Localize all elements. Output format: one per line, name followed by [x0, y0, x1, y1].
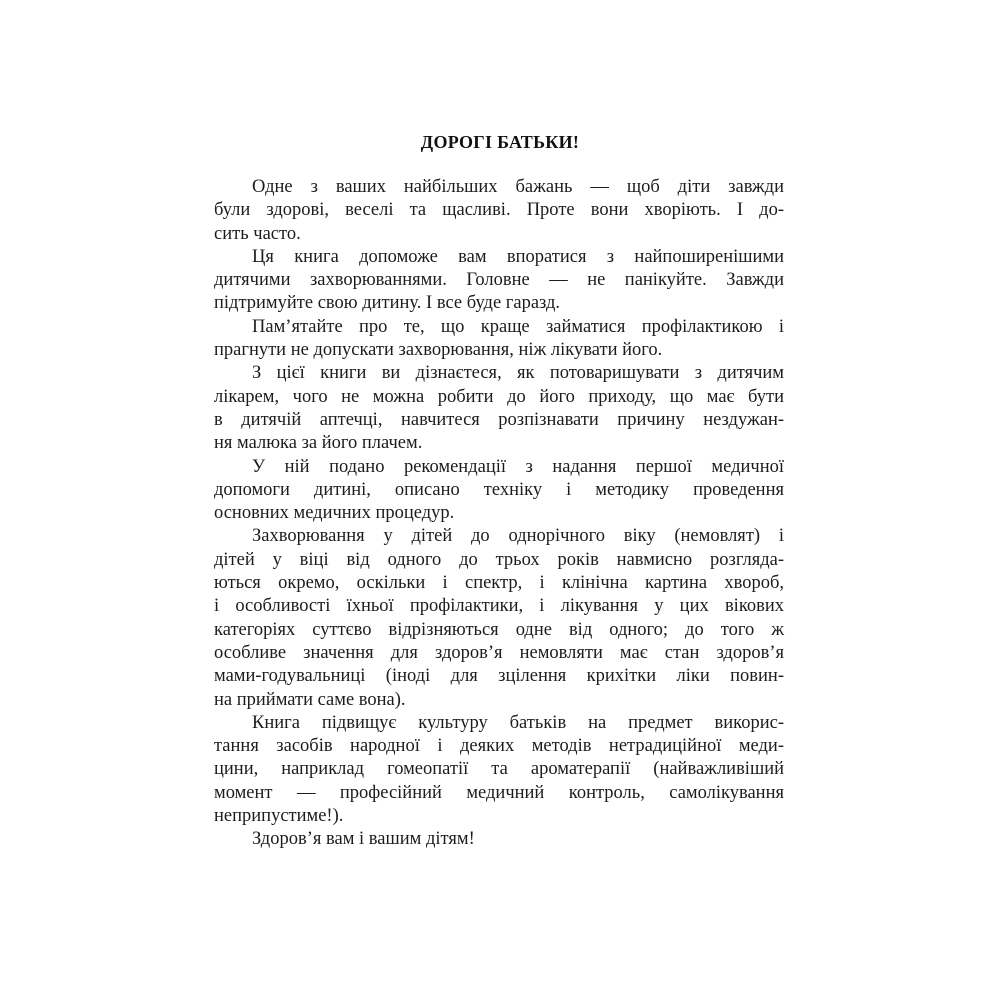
- text-line: допомоги дитині, описано техніку і методику проведення: [214, 479, 784, 500]
- text-line: З цієї книги ви дізнаєтеся, як потоваришувати з дитячим: [252, 363, 784, 384]
- text-line: момент — професійний медичний контроль, самолікування: [214, 782, 784, 803]
- text-line: Книга підвищує культуру батьків на предмет викорис-: [252, 712, 784, 733]
- text-line: на приймати саме вона).: [214, 689, 406, 710]
- paragraph: [214, 712, 784, 828]
- text-line: мами-годувальниці (іноді для зцілення крихітки ліки повин-: [214, 666, 784, 687]
- paragraph: [214, 456, 784, 526]
- body-text: [214, 176, 784, 852]
- text-line: Здоров’я вам і вашим дітям!: [252, 829, 475, 850]
- text-line: Одне з ваших найбільших бажань — щоб діти завжди: [252, 177, 784, 197]
- text-line: основних медичних процедур.: [214, 503, 455, 524]
- text-line: дітей у віці від одного до трьох років навмисно розгляда-: [214, 549, 784, 570]
- text-line: ня малюка за його плачем.: [214, 433, 423, 454]
- text-line: лікарем, чого не можна робити до його приходу, що має бути: [214, 386, 784, 407]
- text-line: дитячими захворюваннями. Головне — не панікуйте. Завжди: [214, 270, 784, 291]
- text-line: і особливості їхньої профілактики, і лікування у цих вікових: [214, 596, 784, 617]
- text-line: підтримуйте свою дитину. І все буде гаразд.: [214, 293, 561, 314]
- paragraph: [214, 362, 784, 455]
- paragraph: [214, 316, 784, 363]
- text-line: тання засобів народної і деяких методів нетрадиційної меди-: [214, 736, 784, 757]
- text-line: ються окремо, оскільки і спектр, і клінічна картина хвороб,: [214, 573, 784, 594]
- paragraph: [214, 828, 784, 851]
- text-line: в дитячій аптечці, навчитеся розпізнавати причину нездужан-: [214, 409, 784, 430]
- text-line: сить часто.: [214, 223, 301, 244]
- text-line: особливе значення для здоров’я немовляти має стан здоров’я: [214, 642, 784, 663]
- text-line: категоріях суттєво відрізняються одне від одного; до того ж: [214, 619, 784, 640]
- text-line: цини, наприклад гомеопатії та ароматерапії (найважливіший: [214, 759, 784, 780]
- paragraph: [214, 525, 784, 711]
- text-line: У ній подано рекомендації з надання першої медичної: [252, 456, 784, 477]
- page-title: ДОРОГІ БАТЬКИ!: [420, 132, 580, 152]
- text-line: Пам’ятайте про те, що краще займатися профілактикою і: [252, 316, 784, 337]
- paragraph: [214, 246, 784, 316]
- text-line: неприпустиме!).: [214, 806, 344, 827]
- text-line: Ця книга допоможе вам впоратися з найпоширенішими: [252, 246, 784, 267]
- text-line: Захворювання у дітей до однорічного віку (немовлят) і: [252, 526, 784, 547]
- paragraph: [214, 176, 784, 246]
- text-line: прагнути не допускати захворювання, ніж лікувати його.: [214, 340, 663, 361]
- text-line: були здорові, веселі та щасливі. Проте вони хворіють. І до-: [214, 200, 784, 221]
